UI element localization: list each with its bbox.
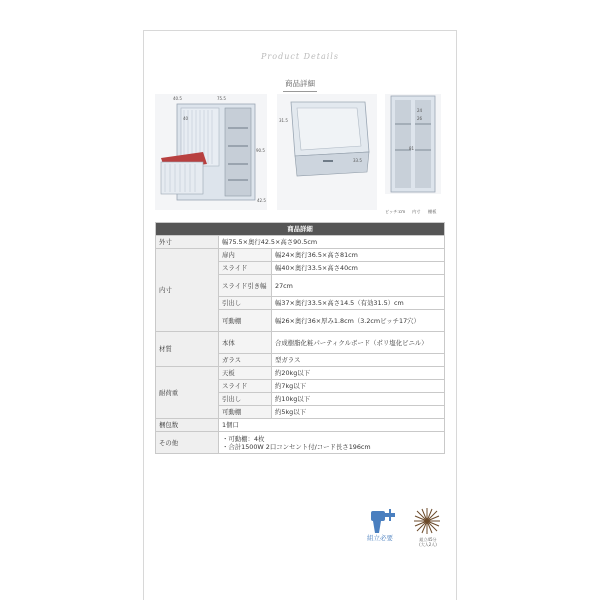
caption-pitch: ピッチ:cm	[385, 209, 406, 214]
row-subcategory: ガラス	[219, 354, 272, 367]
row-value: 合成樹脂化粧パーティクルボード（ポリ塩化ビニル）	[272, 332, 445, 354]
section-title	[0, 78, 600, 92]
assembly-time-text: 組立45分	[419, 537, 437, 542]
script-title: Product Details	[261, 52, 339, 61]
row-value: 幅75.5×奥行42.5×高さ90.5cm	[219, 236, 445, 249]
row-category: 梱包数	[156, 419, 219, 432]
dim-top-depth: 40.5	[173, 96, 182, 101]
table-row	[156, 432, 445, 454]
row-value-line: ・可動棚：4枚	[222, 434, 265, 443]
product-photo-side	[385, 94, 441, 194]
row-value: 約5kg以下	[272, 406, 445, 419]
dim-drawer-height: 31.5	[279, 118, 288, 123]
row-value	[219, 432, 445, 454]
row-subcategory: スライド	[219, 380, 272, 393]
row-subcategory: スライド	[219, 262, 272, 275]
dim-drawer-depth: 33.5	[353, 158, 362, 163]
drawer-illustration	[277, 94, 377, 210]
assembly-label: 組立必要	[367, 534, 393, 542]
row-value: 1個口	[219, 419, 445, 432]
row-category: その他	[156, 432, 219, 454]
row-subcategory: スライド引き幅	[219, 275, 272, 297]
assembly-time-label	[414, 537, 442, 547]
table-row	[156, 367, 445, 380]
row-subcategory: 引出し	[219, 393, 272, 406]
dim-shelf-b: 26	[417, 116, 423, 121]
row-subcategory: 扉内	[219, 249, 272, 262]
assembly-time-sub: (大人2人)	[419, 542, 437, 547]
spec-table	[155, 222, 445, 454]
row-value: 約7kg以下	[272, 380, 445, 393]
row-subcategory: 可動棚	[219, 406, 272, 419]
row-value: 幅26×奥行36×厚み1.8cm（3.2cmピッチ17穴）	[272, 310, 445, 332]
row-category: 内寸	[156, 249, 219, 332]
row-value: 約20kg以下	[272, 367, 445, 380]
dim-height: 90.5	[256, 148, 265, 153]
table-row	[156, 332, 445, 354]
table-row	[156, 236, 445, 249]
row-value-line: ・合計1500W 2口コンセント付/コード長さ196cm	[222, 442, 371, 451]
caption-shelf: 棚板	[428, 209, 437, 214]
row-value: 幅24×奥行36.5×高さ81cm	[272, 249, 445, 262]
spec-table-title: 商品詳細	[156, 223, 445, 236]
product-photo-drawer	[277, 94, 377, 210]
row-subcategory: 本体	[219, 332, 272, 354]
row-subcategory: 天板	[219, 367, 272, 380]
cabinet-illustration	[155, 94, 267, 210]
table-row	[156, 249, 445, 262]
dim-shelf-a: 24	[417, 108, 423, 113]
row-subcategory: 可動棚	[219, 310, 272, 332]
dim-shelf-c: 81	[409, 146, 415, 151]
product-photo-front	[155, 94, 267, 210]
assembly-time-icon	[412, 506, 442, 536]
row-value: 型ガラス	[272, 354, 445, 367]
side-illustration	[385, 94, 441, 194]
section-title-text: 商品詳細	[285, 79, 315, 88]
dim-width: 75.5	[217, 96, 226, 101]
table-row	[156, 419, 445, 432]
row-category: 材質	[156, 332, 219, 367]
row-category: 耐荷重	[156, 367, 219, 419]
section-title-underline	[283, 91, 317, 92]
spec-table-header	[156, 223, 445, 236]
dim-inner: 40	[183, 116, 189, 121]
row-value: 幅40×奥行33.5×高さ40cm	[272, 262, 445, 275]
dim-depth: 42.5	[257, 198, 266, 203]
row-value: 約10kg以下	[272, 393, 445, 406]
row-value: 幅37×奥行33.5×高さ14.5（有効31.5）cm	[272, 297, 445, 310]
row-value: 27cm	[272, 275, 445, 297]
row-category: 外寸	[156, 236, 219, 249]
row-subcategory: 引出し	[219, 297, 272, 310]
caption-inner: 内寸	[412, 209, 421, 214]
